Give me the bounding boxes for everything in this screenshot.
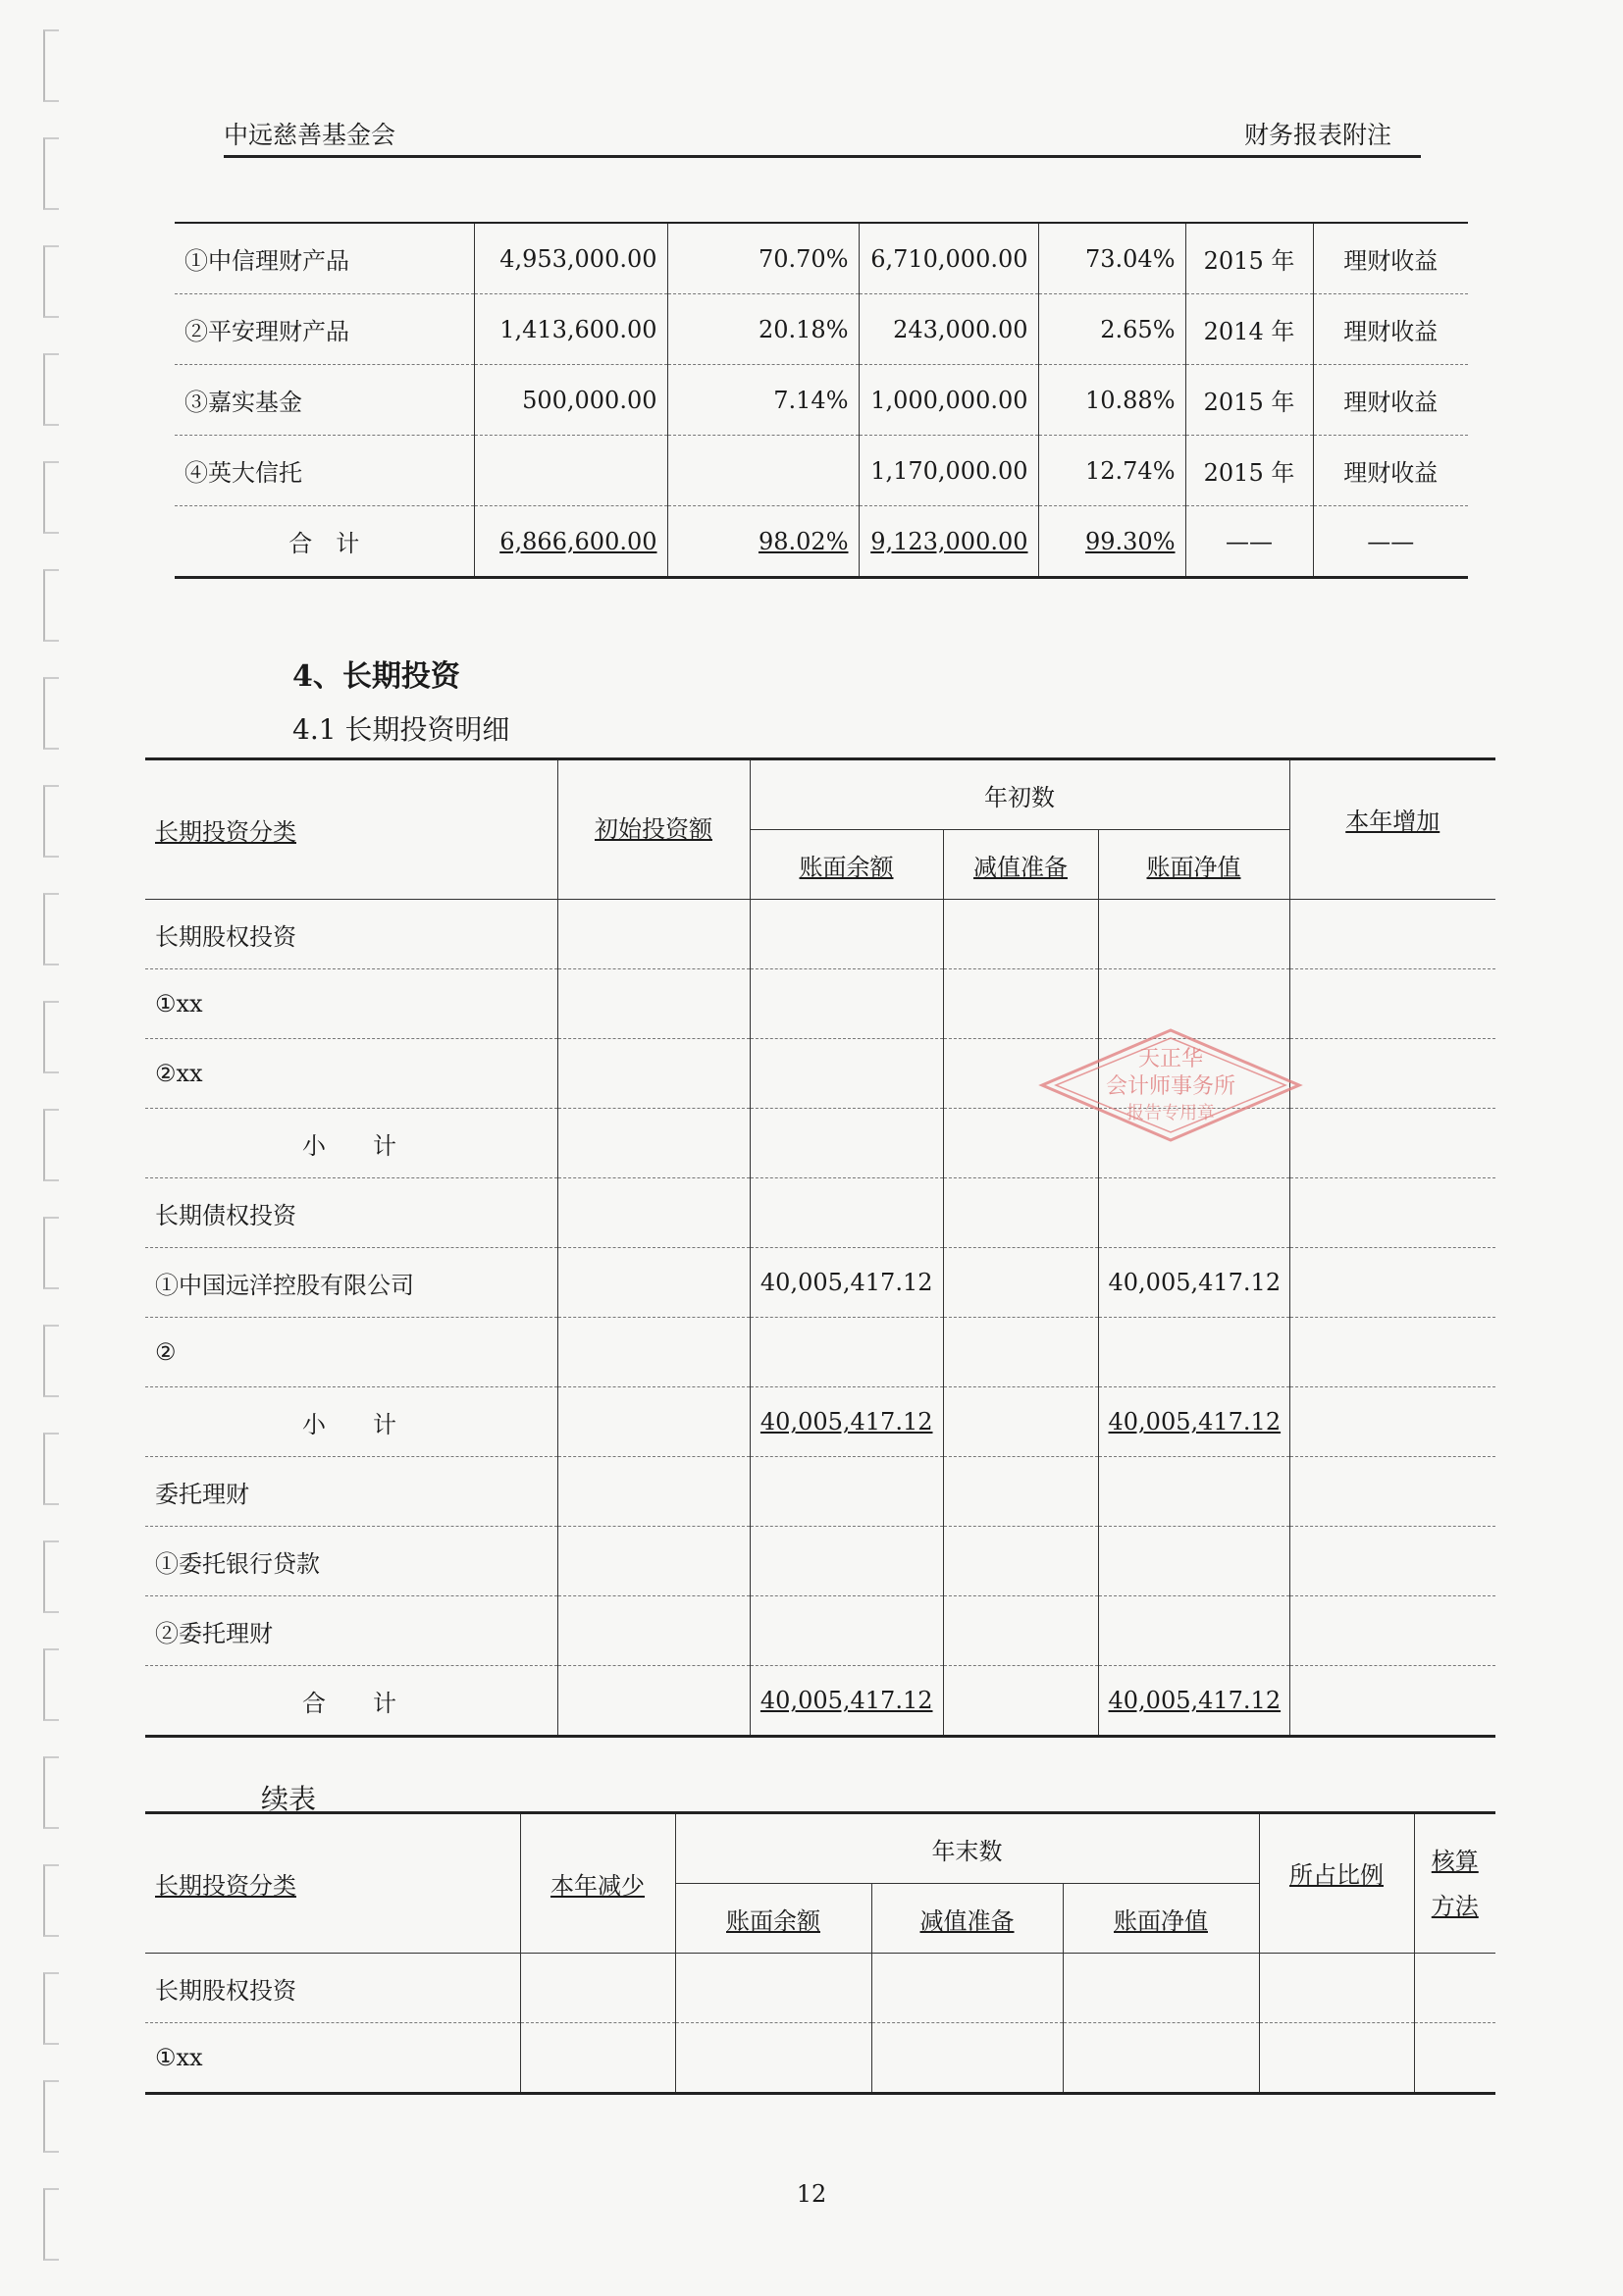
table-cell: ② — [145, 1318, 557, 1387]
table-cell: ④英大信托 — [175, 436, 474, 506]
table-cell: ②委托理财 — [145, 1596, 557, 1666]
table-cell: 理财收益 — [1313, 294, 1468, 365]
table-cell: 2.65% — [1038, 294, 1185, 365]
header-begin: 年初数 — [984, 783, 1055, 811]
header-impairment: 减值准备 — [973, 853, 1068, 881]
table-cell: —— — [1185, 506, 1313, 578]
header-end: 年末数 — [931, 1837, 1003, 1865]
table-cell: 2015 年 — [1185, 365, 1313, 436]
header-ratio: 所占比例 — [1289, 1861, 1384, 1889]
section-title: 4、长期投资 — [292, 659, 460, 694]
table-row — [145, 1248, 1495, 1318]
table-cell: ②xx — [145, 1039, 557, 1109]
table-row — [145, 1178, 1495, 1248]
table-row — [145, 900, 1495, 969]
header-decrease: 本年减少 — [550, 1872, 645, 1900]
table-cell — [474, 436, 667, 506]
header-initial: 初始投资额 — [595, 815, 712, 843]
table-row — [175, 223, 1468, 294]
header-net: 账面净值 — [1114, 1906, 1208, 1935]
table-cell: 99.30% — [1038, 506, 1185, 578]
table-cell: ③嘉实基金 — [175, 365, 474, 436]
table-cell: 6,866,600.00 — [474, 506, 667, 578]
table-total-row — [145, 1666, 1495, 1737]
table-cell: 1,413,600.00 — [474, 294, 667, 365]
table-cell: ①中信理财产品 — [175, 223, 474, 294]
table-cell: 12.74% — [1038, 436, 1185, 506]
table-cell: 20.18% — [667, 294, 859, 365]
table-row — [175, 365, 1468, 436]
table-cell: 2014 年 — [1185, 294, 1313, 365]
wealth-product-table — [175, 222, 1468, 579]
stamp-line2: 会计师事务所 — [1105, 1074, 1236, 1099]
header-book-balance: 账面余额 — [726, 1906, 820, 1935]
continued-label: 续表 — [261, 1783, 317, 1815]
header-book-balance: 账面余额 — [799, 853, 894, 881]
header-net: 账面净值 — [1146, 853, 1241, 881]
header-method-line2: 方法 — [1431, 1892, 1479, 1920]
header-impairment: 减值准备 — [919, 1906, 1015, 1935]
table-cell: ①xx — [145, 969, 557, 1039]
table-cell: 40,005,417.12 — [1098, 1666, 1289, 1737]
long-term-investment-table — [145, 757, 1495, 1738]
table-cell: 1,170,000.00 — [859, 436, 1038, 506]
table-cell: 70.70% — [667, 223, 859, 294]
table-cell: 委托理财 — [145, 1457, 557, 1527]
table-cell: 500,000.00 — [474, 365, 667, 436]
table-cell: 4,953,000.00 — [474, 223, 667, 294]
stamp-line1: 天正华 — [1137, 1047, 1204, 1071]
stamp-line3: 报告专用章 — [1126, 1103, 1215, 1123]
table-cell: 9,123,000.00 — [859, 506, 1038, 578]
table-cell: 10.88% — [1038, 365, 1185, 436]
table-total-row — [175, 506, 1468, 578]
table-row — [175, 294, 1468, 365]
table-cell: 40,005,417.12 — [1098, 1387, 1289, 1457]
header-category: 长期投资分类 — [155, 1872, 296, 1900]
table-cell: 40,005,417.12 — [750, 1387, 943, 1457]
header-category: 长期投资分类 — [155, 818, 296, 846]
table-cell: —— — [1313, 506, 1468, 578]
header-doc-title: 财务报表附注 — [1243, 121, 1391, 149]
table-cell: 2015 年 — [1185, 436, 1313, 506]
table-cell: ①中国远洋控股有限公司 — [145, 1248, 557, 1318]
table-cell: 长期股权投资 — [145, 900, 557, 969]
subtotal-label: 小 计 — [145, 1109, 557, 1178]
header-method-line1: 核算 — [1431, 1847, 1479, 1875]
long-term-investment-continued-table — [145, 1811, 1495, 2095]
table-row — [145, 1596, 1495, 1666]
audit-stamp — [1038, 1026, 1303, 1144]
table-cell: 理财收益 — [1313, 223, 1468, 294]
table-row — [145, 1318, 1495, 1387]
header-org-name: 中远慈善基金会 — [224, 121, 396, 149]
table-cell: 理财收益 — [1313, 365, 1468, 436]
table-cell: ①xx — [155, 2044, 203, 2071]
table-cell: 2015 年 — [1185, 223, 1313, 294]
table-cell: 长期股权投资 — [145, 1954, 520, 2023]
binding-margin — [39, 0, 61, 2296]
subtotal-label: 小 计 — [145, 1387, 557, 1457]
header-increase: 本年增加 — [1345, 808, 1440, 835]
table-cell: 长期债权投资 — [145, 1178, 557, 1248]
table-row — [145, 1954, 1495, 2023]
table-row — [145, 2023, 1495, 2094]
section-subtitle: 4.1 长期投资明细 — [292, 713, 510, 746]
total-label: 合 计 — [302, 1689, 396, 1717]
page-number: 12 — [796, 2180, 827, 2208]
table-row — [175, 436, 1468, 506]
table-cell: 40,005,417.12 — [750, 1248, 943, 1318]
table-cell: 7.14% — [667, 365, 859, 436]
table-cell: 6,710,000.00 — [859, 223, 1038, 294]
table-cell: 40,005,417.12 — [1098, 1248, 1289, 1318]
table-cell — [667, 436, 859, 506]
table-header-row — [145, 759, 1495, 830]
table-cell: ②平安理财产品 — [175, 294, 474, 365]
table-cell: 1,000,000.00 — [859, 365, 1038, 436]
table-cell: ①委托银行贷款 — [145, 1527, 557, 1596]
table-header-row — [145, 1813, 1495, 1884]
table-cell: 73.04% — [1038, 223, 1185, 294]
table-row — [145, 1457, 1495, 1527]
total-label: 合 计 — [288, 530, 360, 557]
table-cell: 40,005,417.12 — [750, 1666, 943, 1737]
table-row — [145, 1387, 1495, 1457]
table-cell: 理财收益 — [1313, 436, 1468, 506]
table-row — [145, 1527, 1495, 1596]
table-cell: 98.02% — [667, 506, 859, 578]
table-cell: 243,000.00 — [859, 294, 1038, 365]
page-header — [224, 120, 1421, 158]
